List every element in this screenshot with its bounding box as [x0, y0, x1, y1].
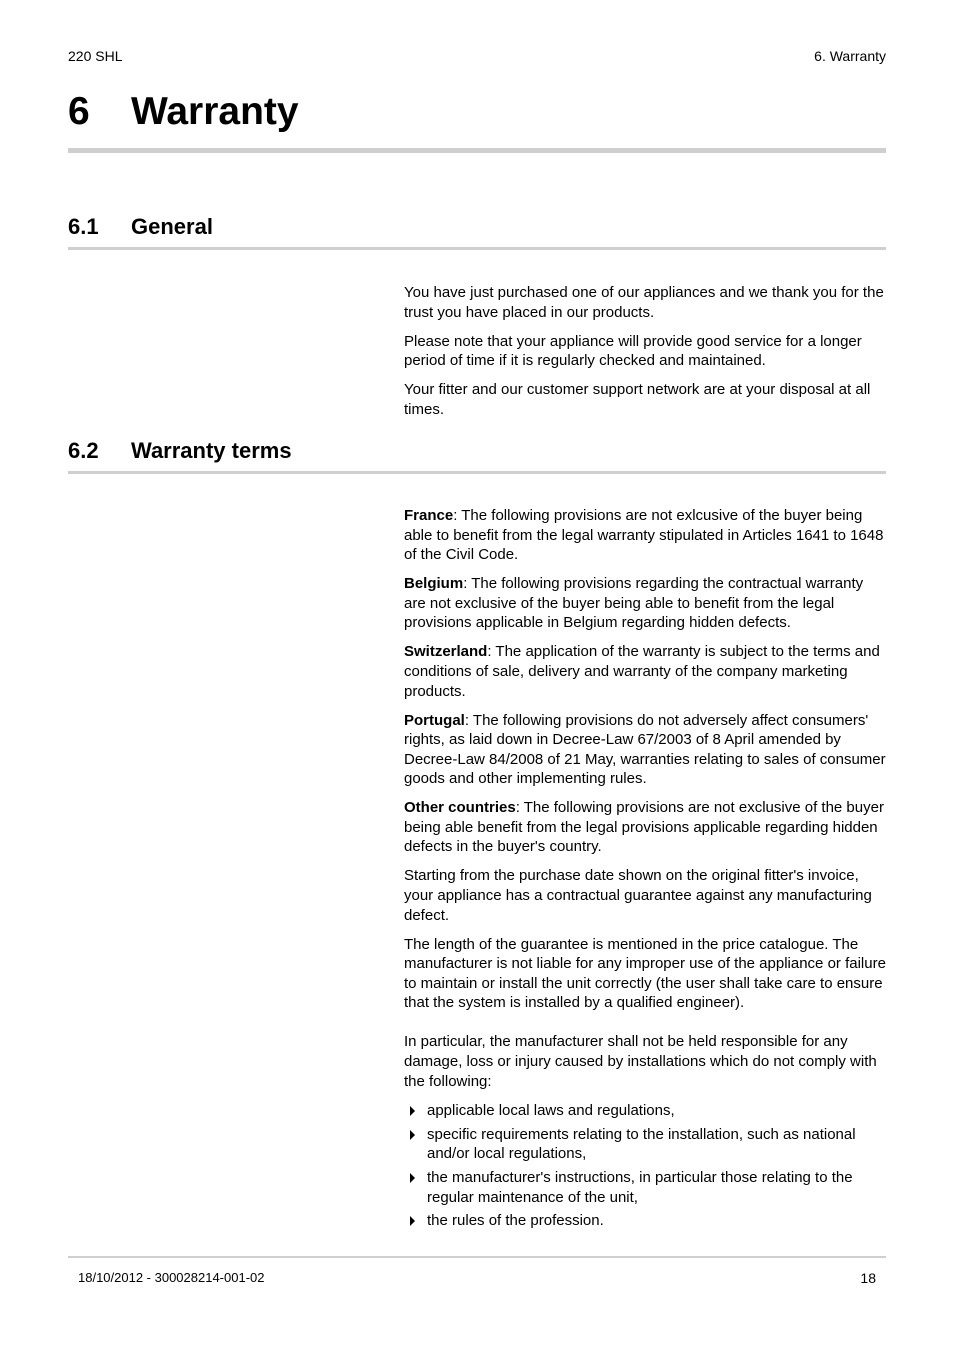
section-heading-general — [68, 214, 213, 240]
chapter-title: Warranty — [131, 90, 299, 133]
country-text: : The following provisions do not adversely affect consumers' rights, as laid down in Decree-Law 67/2003 of 8 April amended by Decree-Law 84/2008 of 21 May, warranties relating to sales of consumer goods and other implementing rules. — [404, 711, 886, 788]
triangle-bullet-icon — [410, 1130, 415, 1140]
list-item — [404, 1125, 888, 1164]
list-item — [404, 1101, 888, 1121]
list-item-text: the rules of the profession. — [427, 1212, 604, 1230]
section-title: Warranty terms — [131, 438, 292, 463]
conditions-list — [404, 1101, 888, 1231]
paragraph: The length of the guarantee is mentioned in the price catalogue. The manufacturer is not liable for any improper use of the appliance or failure to maintain or install the unit correctly (the user shall take care to ensure that the system is installed by a qualified engineer). — [404, 935, 886, 1012]
list-item-text: specific requirements relating to the installation, such as national and/or local regulations, — [427, 1125, 856, 1163]
list-item-text: applicable local laws and regulations, — [427, 1102, 675, 1120]
page-number: 18 — [860, 1270, 876, 1286]
list-item — [404, 1168, 888, 1207]
paragraph: Starting from the purchase date shown on the original fitter's invoice, your appliance has a contractual guarantee against any manufacturing defect. — [404, 867, 872, 924]
triangle-bullet-icon — [410, 1216, 415, 1226]
country-paragraph-portugal — [404, 711, 888, 789]
footer-divider — [68, 1256, 886, 1258]
country-paragraph-other — [404, 798, 888, 857]
paragraph: You have just purchased one of our appliances and we thank you for the trust you have placed in our products. — [404, 284, 884, 321]
country-label: Switzerland — [404, 643, 488, 661]
section-title: General — [131, 214, 213, 239]
country-text: : The following provisions are not exclusive of the buyer being able benefit from the legal provisions applicable regarding hidden defects in the buyer's country. — [404, 799, 884, 856]
country-label: Other countries — [404, 799, 516, 817]
header-doc-name: 220 SHL — [68, 48, 123, 64]
paragraph: Please note that your appliance will provide good service for a longer period of time if it is regularly checked and maintained. — [404, 332, 862, 370]
general-body — [404, 283, 888, 429]
section-divider — [68, 247, 886, 250]
section-number: 6.1 — [68, 214, 99, 239]
list-item — [404, 1211, 888, 1231]
chapter-heading — [68, 90, 299, 134]
spacer — [404, 1022, 888, 1032]
country-paragraph-switzerland — [404, 642, 888, 701]
country-text: : The following provisions regarding the contractual warranty are not exclusive of the buyer being able to benefit from the legal provisions applicable in Belgium regarding hidden defects. — [404, 575, 864, 632]
country-paragraph-belgium — [404, 574, 888, 633]
section-divider — [68, 471, 886, 474]
country-text: : The application of the warranty is subject to the terms and conditions of sale, delivery and warranty of the company marketing products. — [404, 643, 880, 700]
country-label: Belgium — [404, 575, 464, 593]
section-heading-warranty-terms — [68, 438, 292, 464]
chapter-number: 6 — [68, 90, 90, 133]
country-label: Portugal — [404, 711, 465, 729]
country-paragraph-france — [404, 506, 888, 565]
warranty-terms-body — [404, 506, 888, 1235]
paragraph: In particular, the manufacturer shall not be held responsible for any damage, loss or injury caused by installations which do not comply with the following: — [404, 1033, 877, 1090]
triangle-bullet-icon — [410, 1173, 415, 1183]
country-text: : The following provisions are not exlcusive of the buyer being able to benefit from the legal warranty stipulated in Articles 1641 to 1648 of the Civil Code. — [404, 507, 884, 564]
chapter-divider — [68, 148, 886, 153]
footer-date-docref: 18/10/2012 - 300028214-001-02 — [78, 1270, 265, 1285]
triangle-bullet-icon — [410, 1106, 415, 1116]
country-label: France — [404, 507, 454, 524]
paragraph: Your fitter and our customer support network are at your disposal at all times. — [404, 381, 871, 418]
section-number: 6.2 — [68, 438, 99, 463]
list-item-text: the manufacturer's instructions, in particular those relating to the regular maintenance of the unit, — [427, 1168, 853, 1206]
header-section-ref: 6. Warranty — [814, 48, 886, 64]
